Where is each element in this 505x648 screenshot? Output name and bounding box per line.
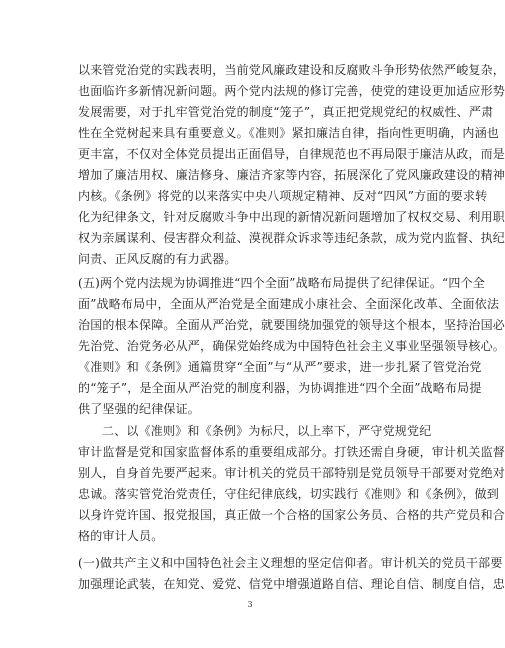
text-line: 内核。《条例》将党的以来落实中央八项规定精神、反对“四风”方面的要求转: [78, 189, 488, 203]
text-line: 也面临许多新情况新问题。两个党内法规的修订完善，使党的建设更加适应形势: [78, 84, 505, 98]
text-line: (五)两个党内法规为协调推进“四个全面”战略布局提供了纪律保证。“四个全: [78, 276, 485, 290]
text-line: 《准则》和《条例》通篇贯穿“全面”与“从严”要求，进一步扎紧了管党治党: [78, 360, 482, 374]
text-line: 的“笼子”，是全面从严治党的制度利器，为协调推进“四个全面”战略布局提: [78, 381, 482, 395]
text-line: (一)做共产主义和中国特色社会主义理想的坚定信仰者。审计机关的党员干部要: [78, 556, 503, 570]
text-line: 面”战略布局中，全面从严治党是全面建成小康社会、全面深化改革、全面依法: [78, 297, 500, 311]
text-line: 发展需要，对于扎牢管党治党的制度“笼子”，真正把党规党纪的权威性、严肃: [78, 105, 494, 119]
paragraph-section-five: [78, 273, 505, 420]
text-line: 权为亲属谋利、侵害群众利益、漠视群众诉求等违纪条款，成为党内监督、执纪: [78, 231, 505, 245]
section-heading: 二、以《准则》和《条例》为标尺，以上率下，严守党规党纪: [102, 424, 432, 438]
paragraph-intro: [78, 60, 505, 270]
text-line: 以身许党许国、报党报国，真正做一个合格的国家公务员、合格的共产党员和合: [78, 508, 505, 522]
text-line: 以来管党治党的实践表明，当前党风廉政建设和反腐败斗争形势依然严峻复杂，: [78, 63, 505, 77]
text-line: 问责、正风反腐的有力武器。: [78, 252, 237, 266]
paragraph-section-one: [78, 553, 505, 595]
text-line: 别人，自身首先要严起来。审计机关的党员干部特别是党员领导干部要对党绝对: [78, 466, 505, 480]
text-line: 增加了廉洁用权、廉洁修身、廉洁齐家等内容，拓展深化了党风廉政建设的精神: [78, 168, 505, 182]
paragraph-section-two: [78, 421, 505, 547]
text-line: 更丰富，不仅对全体党员提出正面倡导，自律规范也不再局限于廉洁从政，而是: [78, 147, 505, 161]
page-number: 3: [247, 600, 253, 609]
text-line: 供了坚强的纪律保证。: [78, 402, 201, 416]
text-line: 忠诚。落实管党治党责任，守住纪律底线，切实践行《准则》和《条例》，做到: [78, 487, 500, 501]
text-line: 加强理论武装，在知党、爱党、信党中增强道路自信、理论自信、制度自信，忠: [78, 577, 505, 591]
text-line: 治国的根本保障。全面从严治党，就要围绕加强党的领导这个根本，坚持治国必: [78, 318, 505, 332]
text-line: 化为纪律条文，针对反腐败斗争中出现的新情况新问题增加了权权交易、利用职: [78, 210, 505, 224]
text-line: 性在全党树起来具有重要意义。《准则》紧扣廉洁自律，指向性更明确，内涵也: [78, 126, 500, 140]
text-line: 审计监督是党和国家监督体系的重要组成部分。打铁还需自身硬，审计机关监督: [78, 445, 505, 459]
text-line: 先治党、治党务必从严，确保党始终成为中国特色社会主义事业坚强领导核心。: [78, 339, 505, 353]
text-line: 格的审计人员。: [78, 529, 164, 543]
